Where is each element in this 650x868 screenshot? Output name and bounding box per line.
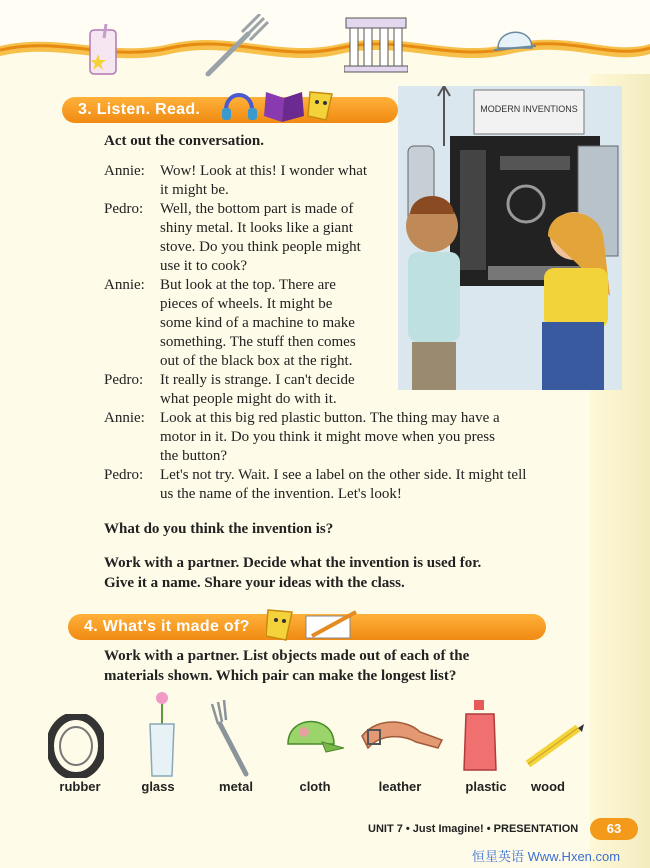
section-4-title-text: 4. What's it made of? bbox=[84, 618, 250, 635]
dialogue-line: Look at this big red plastic button. The thing may have a bbox=[160, 410, 500, 426]
task-line-2: Give it a name. Share your ideas with the class. bbox=[104, 575, 405, 591]
dialogue-speaker: Annie: bbox=[104, 410, 145, 426]
cup-icon bbox=[86, 24, 120, 78]
footer-unit-text: UNIT 7 • Just Imagine! • PRESENTATION bbox=[368, 823, 579, 835]
think-write-icons bbox=[266, 606, 362, 644]
dialogue-line: something. The stuff then comes bbox=[160, 334, 356, 350]
section-3-title-text: 3. Listen. Read. bbox=[78, 101, 201, 118]
dialogue-speaker: Pedro: bbox=[104, 372, 144, 388]
invention-illustration bbox=[398, 86, 622, 390]
page-number: 63 bbox=[590, 818, 638, 840]
cap-icon bbox=[490, 20, 540, 60]
material-label-metal: metal bbox=[219, 779, 253, 794]
question: What do you think the invention is? bbox=[104, 521, 334, 537]
material-label-wood: wood bbox=[531, 779, 565, 794]
invention-scene bbox=[398, 86, 622, 390]
dialogue-line: shiny metal. It looks like a giant bbox=[160, 220, 353, 236]
section-3-instruction: Act out the conversation. bbox=[104, 133, 264, 149]
task-line-1: Work with a partner. Decide what the invention is used for. bbox=[104, 555, 482, 571]
dialogue-line: Let's not try. Wait. I see a label on the other side. It might tell bbox=[160, 467, 527, 483]
section-4-instruction-1: Work with a partner. List objects made out of each of the bbox=[104, 648, 470, 664]
pencil-icon bbox=[522, 722, 586, 768]
dialogue-line: But look at the top. There are bbox=[160, 277, 336, 293]
dialogue-line: Wow! Look at this! I wonder what bbox=[160, 163, 368, 179]
dialogue-line: It really is strange. I can't decide bbox=[160, 372, 355, 388]
banner-text: MODERN INVENTIONS bbox=[480, 104, 578, 114]
material-label-plastic: plastic bbox=[465, 779, 507, 794]
material-label-cloth: cloth bbox=[299, 779, 331, 794]
baseball-cap-icon bbox=[282, 708, 346, 764]
dialogue-speaker: Pedro: bbox=[104, 467, 144, 483]
dialogue-line: it might be. bbox=[160, 182, 229, 198]
tire-icon bbox=[48, 714, 104, 778]
fork-utensil-icon bbox=[206, 700, 256, 780]
leather-belt-icon bbox=[358, 710, 446, 760]
fork-icon bbox=[198, 14, 272, 80]
dialogue-speaker: Annie: bbox=[104, 163, 145, 179]
dialogue-line: Well, the bottom part is made of bbox=[160, 201, 354, 217]
plastic-bottle-icon bbox=[460, 700, 500, 774]
section-4-instruction-2: materials shown. Which pair can make the longest list? bbox=[104, 668, 457, 684]
material-label-rubber: rubber bbox=[59, 779, 101, 794]
dialogue-line: motor in it. Do you think it might move when you press bbox=[160, 429, 495, 445]
dialogue-line: us the name of the invention. Let's look! bbox=[160, 486, 402, 502]
dialogue-line: pieces of wheels. It might be bbox=[160, 296, 333, 312]
glass-vase-icon bbox=[142, 690, 182, 780]
material-label-glass: glass bbox=[141, 779, 175, 794]
dialogue-speaker: Annie: bbox=[104, 277, 145, 293]
dialogue-line: use it to cook? bbox=[160, 258, 248, 274]
dialogue-line: stove. Do you think people might bbox=[160, 239, 361, 255]
listen-read-icons bbox=[222, 86, 334, 126]
dialogue-speaker: Pedro: bbox=[104, 201, 144, 217]
dialogue-line: some kind of a machine to make bbox=[160, 315, 355, 331]
watermark: 恒星英语 Www.Hxen.com bbox=[472, 849, 621, 864]
dialogue-line: the button? bbox=[160, 448, 228, 464]
dialogue-line: what people might do with it. bbox=[160, 391, 337, 407]
building-icon bbox=[344, 14, 408, 74]
dialogue-line: out of the black box at the right. bbox=[160, 353, 353, 369]
material-label-leather: leather bbox=[378, 779, 422, 794]
